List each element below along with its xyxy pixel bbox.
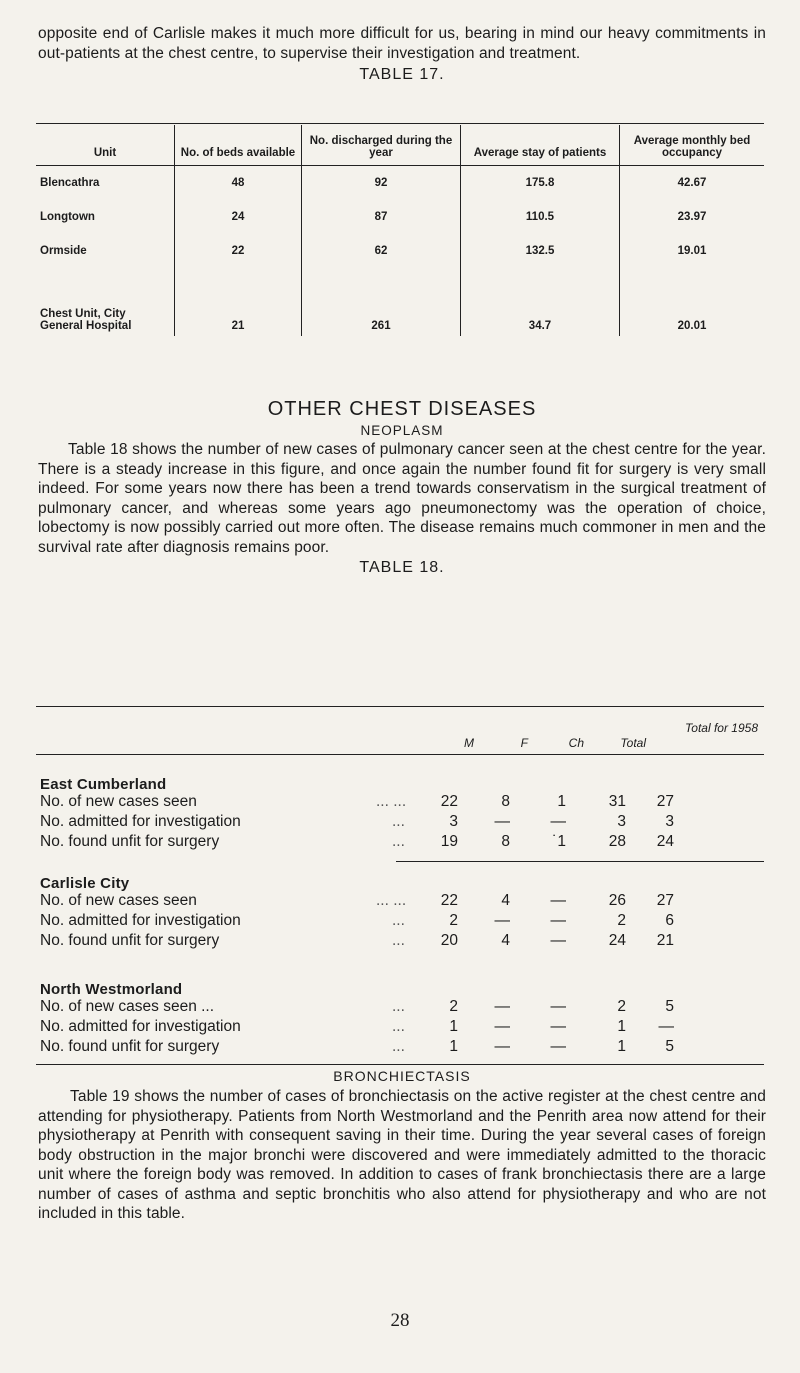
cell-f: — xyxy=(494,912,510,929)
table17-header-stay: Average stay of patients xyxy=(461,125,620,166)
table17-cell-occupancy: 19.01 xyxy=(620,234,765,268)
table-row xyxy=(36,912,764,932)
intro-block xyxy=(38,24,766,84)
neoplasm-paragraph: Table 18 shows the number of new cases of pulmonary cancer seen at the chest centre for the year. There is a steady increase in this figure, and once again the number found fit for surgery is very small indeed. For some years now there has been a trend towards conservatism in the surgical treatment of pulmonary cancer, and whereas some years ago pneumonectomy was the operation of choice, lobectomy is now possibly carried out more often. The disease remains much commoner in men and the survival rate after diagnosis remains poor. xyxy=(38,441,766,556)
cell-m: 1 xyxy=(449,1038,458,1055)
table18-col-total: Total xyxy=(620,736,646,750)
cell-ch: — xyxy=(550,912,566,929)
cell-total: 26 xyxy=(608,892,626,909)
bronchiectasis-block xyxy=(38,1068,766,1224)
cell-ch: 1 xyxy=(557,793,566,810)
row-label: No. admitted for investigation xyxy=(40,912,241,929)
table17 xyxy=(36,125,764,336)
table-row xyxy=(36,166,764,201)
group-title: Carlisle City xyxy=(40,875,130,892)
table17-cell-stay: 175.8 xyxy=(461,166,620,201)
table17-cell-occupancy: 23.97 xyxy=(620,200,765,234)
cell-total-1958: 27 xyxy=(656,892,674,909)
row-dots: ... xyxy=(392,998,405,1015)
row-dots: ... xyxy=(392,1018,405,1035)
table18-top-rule xyxy=(36,706,764,707)
table17-header-discharged: No. discharged during the year xyxy=(302,125,461,166)
row-label: No. admitted for investigation xyxy=(40,1018,241,1035)
cell-f: — xyxy=(494,813,510,830)
row-dots: ... ... xyxy=(376,793,407,810)
table-row xyxy=(36,268,764,336)
cell-ch: — xyxy=(550,892,566,909)
cell-m: 22 xyxy=(440,892,458,909)
table-row xyxy=(36,833,764,853)
table-row xyxy=(36,200,764,234)
row-label: No. of new cases seen ... xyxy=(40,998,215,1015)
cell-m: 1 xyxy=(449,1018,458,1035)
row-dots: ... xyxy=(392,912,405,929)
table17-cell-stay: 110.5 xyxy=(461,200,620,234)
table17-title: TABLE 17. xyxy=(359,66,445,83)
table18-col-ch: Ch xyxy=(568,736,584,750)
intro-paragraph: opposite end of Carlisle makes it much more difficult for us, bearing in mind our heavy commitments in out-patients at the chest centre, to supervise their investigation and treatment. xyxy=(38,25,766,62)
table18-header xyxy=(36,710,764,754)
cell-ch: — xyxy=(550,932,566,949)
group-title: East Cumberland xyxy=(40,776,167,793)
table17-cell-discharged: 87 xyxy=(302,200,461,234)
table-row xyxy=(36,813,764,833)
table17-cell-beds: 48 xyxy=(175,166,302,201)
table18-bottom-rule xyxy=(36,1064,764,1065)
neoplasm-block xyxy=(38,398,766,577)
table17-cell-beds: 22 xyxy=(175,234,302,268)
neoplasm-heading: NEOPLASM xyxy=(360,423,444,438)
table17-header-row xyxy=(36,125,764,166)
cell-f: 8 xyxy=(501,793,510,810)
row-label: No. of new cases seen xyxy=(40,793,197,810)
cell-total-1958: — xyxy=(658,1018,674,1035)
table-row xyxy=(36,932,764,952)
table17-cell-unit: Blencathra xyxy=(40,177,100,189)
table-row xyxy=(36,1038,764,1058)
cell-total: 24 xyxy=(608,932,626,949)
row-dots: ... xyxy=(392,813,405,830)
table17-top-rule xyxy=(36,123,764,124)
cell-m: 3 xyxy=(449,813,458,830)
cell-f: — xyxy=(494,1038,510,1055)
row-label: No. found unfit for surgery xyxy=(40,833,220,850)
table17-header-unit: Unit xyxy=(36,125,175,166)
table18-col-f: F xyxy=(520,736,528,750)
table17-cell-occupancy: 42.67 xyxy=(620,166,765,201)
row-label: No. found unfit for surgery xyxy=(40,932,220,949)
cell-total: 1 xyxy=(617,1018,626,1035)
table17-cell-discharged: 261 xyxy=(302,268,461,336)
table18-header-rule xyxy=(36,754,764,755)
cell-f: 4 xyxy=(501,892,510,909)
table17-cell-stay: 34.7 xyxy=(461,268,620,336)
section-title: OTHER CHEST DISEASES xyxy=(267,398,537,420)
cell-f: — xyxy=(494,998,510,1015)
cell-ch: — xyxy=(550,1038,566,1055)
row-dots: ... ... xyxy=(376,892,407,909)
table18-title: TABLE 18. xyxy=(359,559,445,576)
bronchiectasis-heading: BRONCHIECTASIS xyxy=(333,1068,471,1084)
cell-total: 1 xyxy=(617,1038,626,1055)
table-row xyxy=(36,892,764,912)
table17-cell-discharged: 92 xyxy=(302,166,461,201)
cell-m: 20 xyxy=(440,932,458,949)
table17-cell-beds: 21 xyxy=(175,268,302,336)
cell-total: 2 xyxy=(617,912,626,929)
cell-m: 19 xyxy=(440,833,458,850)
table18-group-east-cumberland xyxy=(36,776,764,853)
table17-cell-unit: Ormside xyxy=(40,245,87,257)
table17-cell-stay: 132.5 xyxy=(461,234,620,268)
row-label: No. found unfit for surgery xyxy=(40,1038,220,1055)
cell-total: 2 xyxy=(617,998,626,1015)
cell-ch: — xyxy=(550,998,566,1015)
table17-cell-occupancy: 20.01 xyxy=(620,268,765,336)
cell-total-1958: 21 xyxy=(656,932,674,949)
cell-total: 28 xyxy=(608,833,626,850)
row-label: No. of new cases seen xyxy=(40,892,197,909)
cell-total: 31 xyxy=(608,793,626,810)
table-row xyxy=(36,234,764,268)
table17-header-beds: No. of beds available xyxy=(175,125,302,166)
cell-m: 22 xyxy=(440,793,458,810)
cell-ch: — xyxy=(550,1018,566,1035)
cell-total-1958: 27 xyxy=(656,793,674,810)
cell-f: 8 xyxy=(501,833,510,850)
row-dots: ... xyxy=(392,932,405,949)
cell-m: 2 xyxy=(449,998,458,1015)
cell-total-1958: 24 xyxy=(656,833,674,850)
row-dots: ... xyxy=(392,833,405,850)
group-title: North Westmorland xyxy=(40,981,183,998)
cell-total: 3 xyxy=(617,813,626,830)
table-row xyxy=(36,1018,764,1038)
table18-group-rule xyxy=(396,861,764,862)
bronchiectasis-paragraph: Table 19 shows the number of cases of bronchiectasis on the active register at the chest centre and attending for physiotherapy. Patients from North Westmorland and the Penrith area now attend for their physiotherapy at Penrith with consequent saving in their time. During the year several cases of foreign body obstruction in the major bronchi were discovered and were immediately admitted to the thoracic unit where the foreign body was removed. In addition to cases of frank bronchiectasis there are a large number of cases of asthma and septic bronchitis who also attend for physiotherapy and who are not included in this table. xyxy=(38,1088,766,1222)
cell-f: — xyxy=(494,1018,510,1035)
cell-f: 4 xyxy=(501,932,510,949)
table18-col-m: M xyxy=(464,736,474,750)
table17-header-occupancy: Average monthly bed occupancy xyxy=(620,125,765,166)
cell-ch: — xyxy=(550,813,566,830)
table-row xyxy=(36,793,764,813)
cell-total-1958: 5 xyxy=(665,998,674,1015)
table17-cell-beds: 24 xyxy=(175,200,302,234)
table18-group-carlisle-city xyxy=(36,875,764,952)
table-row xyxy=(36,998,764,1018)
table17-cell-unit: Longtown xyxy=(40,211,95,223)
table18-group-north-westmorland xyxy=(36,981,764,1058)
cell-ch: ˙1 xyxy=(552,833,566,850)
cell-total-1958: 5 xyxy=(665,1038,674,1055)
table18-col-total-1958: Total for 1958 xyxy=(685,721,758,735)
table17-cell-discharged: 62 xyxy=(302,234,461,268)
cell-m: 2 xyxy=(449,912,458,929)
row-dots: ... xyxy=(392,1038,405,1055)
row-label: No. admitted for investigation xyxy=(40,813,241,830)
table17-cell-unit: Chest Unit, City General Hospital xyxy=(40,308,132,332)
page-number: 28 xyxy=(390,1310,410,1331)
cell-total-1958: 6 xyxy=(665,912,674,929)
cell-total-1958: 3 xyxy=(665,813,674,830)
